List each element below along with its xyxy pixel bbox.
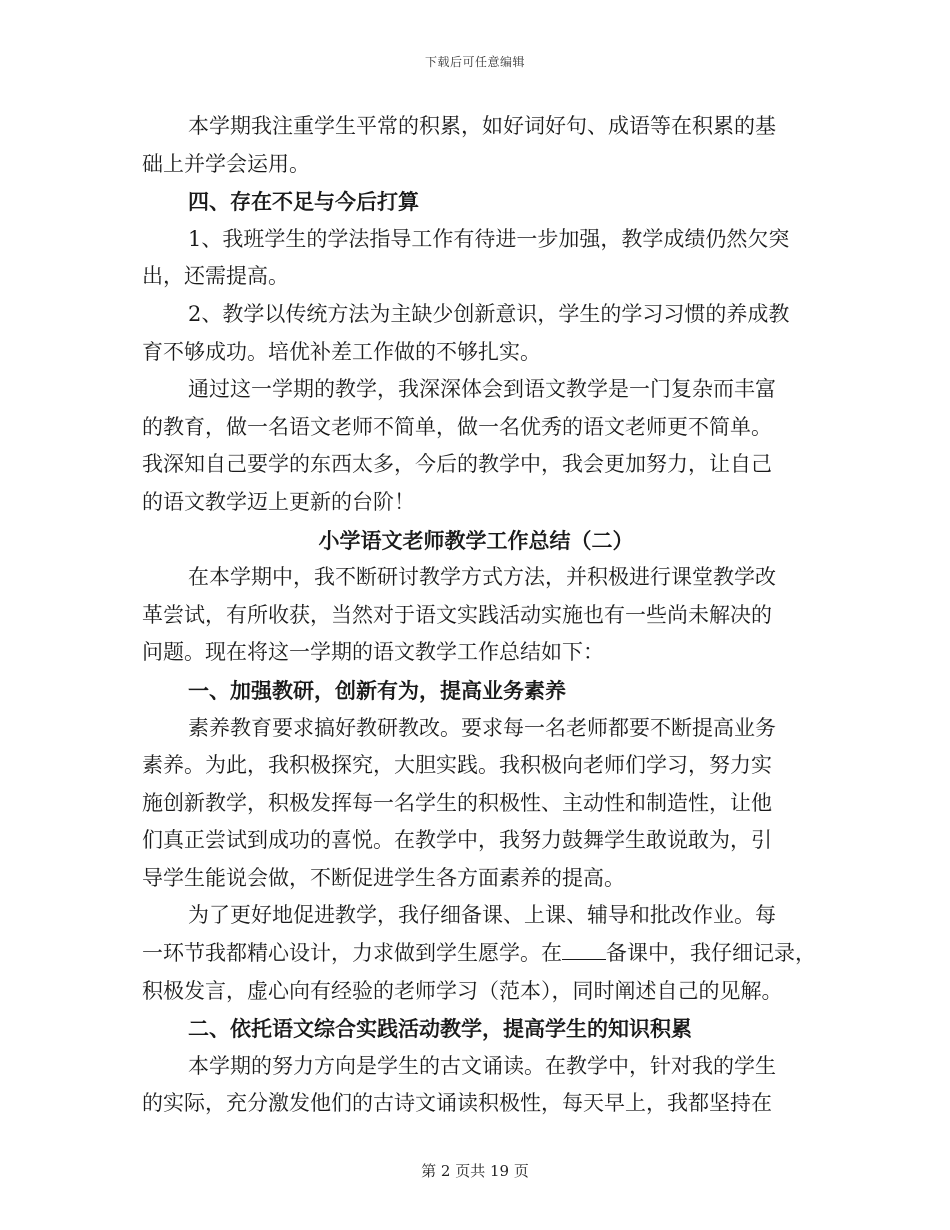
document-body: [142, 108, 816, 1123]
fill-in-blank: [562, 940, 606, 960]
paragraph-line: 问题。现在将这一学期的语文教学工作总结如下：: [142, 640, 604, 665]
section-heading: 二、依托语文综合实践活动教学，提高学生的知识积累: [188, 1016, 692, 1042]
section-heading: 四、存在不足与今后打算: [188, 189, 419, 215]
paragraph-line: 我深知自己要学的东西太多，今后的教学中，我会更加努力，让自己: [142, 452, 772, 477]
paragraph-line: 们真正尝试到成功的喜悦。在教学中，我努力鼓舞学生敢说敢为，引: [142, 828, 772, 853]
paragraph-line: 础上并学会运用。: [142, 151, 310, 176]
paragraph-line: 导学生能说会做，不断促进学生各方面素养的提高。: [142, 865, 625, 890]
paragraph-line: 本学期的努力方向是学生的古文诵读。在教学中，针对我的学生: [188, 1053, 776, 1078]
paragraph-line: 素养教育要求搞好教研教改。要求每一名老师都要不断提高业务: [188, 715, 776, 740]
paragraph-line: 的教育，做一名语文老师不简单，做一名优秀的语文老师更不简单。: [142, 414, 772, 439]
paragraph-line: 出，还需提高。: [142, 264, 289, 289]
paragraph-line: 素养。为此，我积极探究，大胆实践。我积极向老师们学习，努力实: [142, 753, 772, 778]
document-title: 小学语文老师教学工作总结（二）: [318, 527, 634, 553]
paragraph-line: 施创新教学，积极发挥每一名学生的积极性、主动性和制造性，让他: [142, 790, 772, 815]
paragraph-line: 在本学期中，我不断研讨教学方式方法，并积极进行课堂教学改: [188, 565, 776, 590]
paragraph-line: 育不够成功。培优补差工作做的不够扎实。: [142, 339, 541, 364]
text-run: 备课中，我仔细记录，: [606, 941, 816, 966]
paragraph-line: 的实际，充分激发他们的古诗文诵读积极性，每天早上，我都坚持在: [142, 1091, 772, 1116]
paragraph-line: 积极发言，虚心向有经验的老师学习（范本），同时阐述自己的见解。: [142, 978, 783, 1003]
page-header-note: 下载后可任意编辑: [424, 55, 525, 69]
paragraph-line: 1、我班学生的学法指导工作有待进一步加强，教学成绩仍然欠突: [188, 226, 790, 251]
paragraph-line: 的语文教学迈上更新的台阶！: [142, 489, 415, 514]
paragraph-line: 通过这一学期的教学，我深深体会到语文教学是一门复杂而丰富: [188, 377, 776, 402]
paragraph-line: 本学期我注重学生平常的积累，如好词好句、成语等在积累的基: [188, 114, 776, 138]
paragraph-line: [142, 935, 816, 973]
paragraph-line: 革尝试，有所收获，当然对于语文实践活动实施也有一些尚未解决的: [142, 602, 772, 627]
section-heading: 一、加强教研，创新有为，提高业务素养: [188, 677, 566, 703]
page-number-footer: 第 2 页共 19 页: [421, 1162, 529, 1180]
paragraph-line: 2、教学以传统方法为主缺少创新意识，学生的学习习惯的养成教: [188, 301, 790, 326]
paragraph-line: 为了更好地促进教学，我仔细备课、上课、辅导和批改作业。每: [188, 903, 776, 928]
text-run: 一环节我都精心设计，力求做到学生愿学。在: [142, 941, 562, 966]
